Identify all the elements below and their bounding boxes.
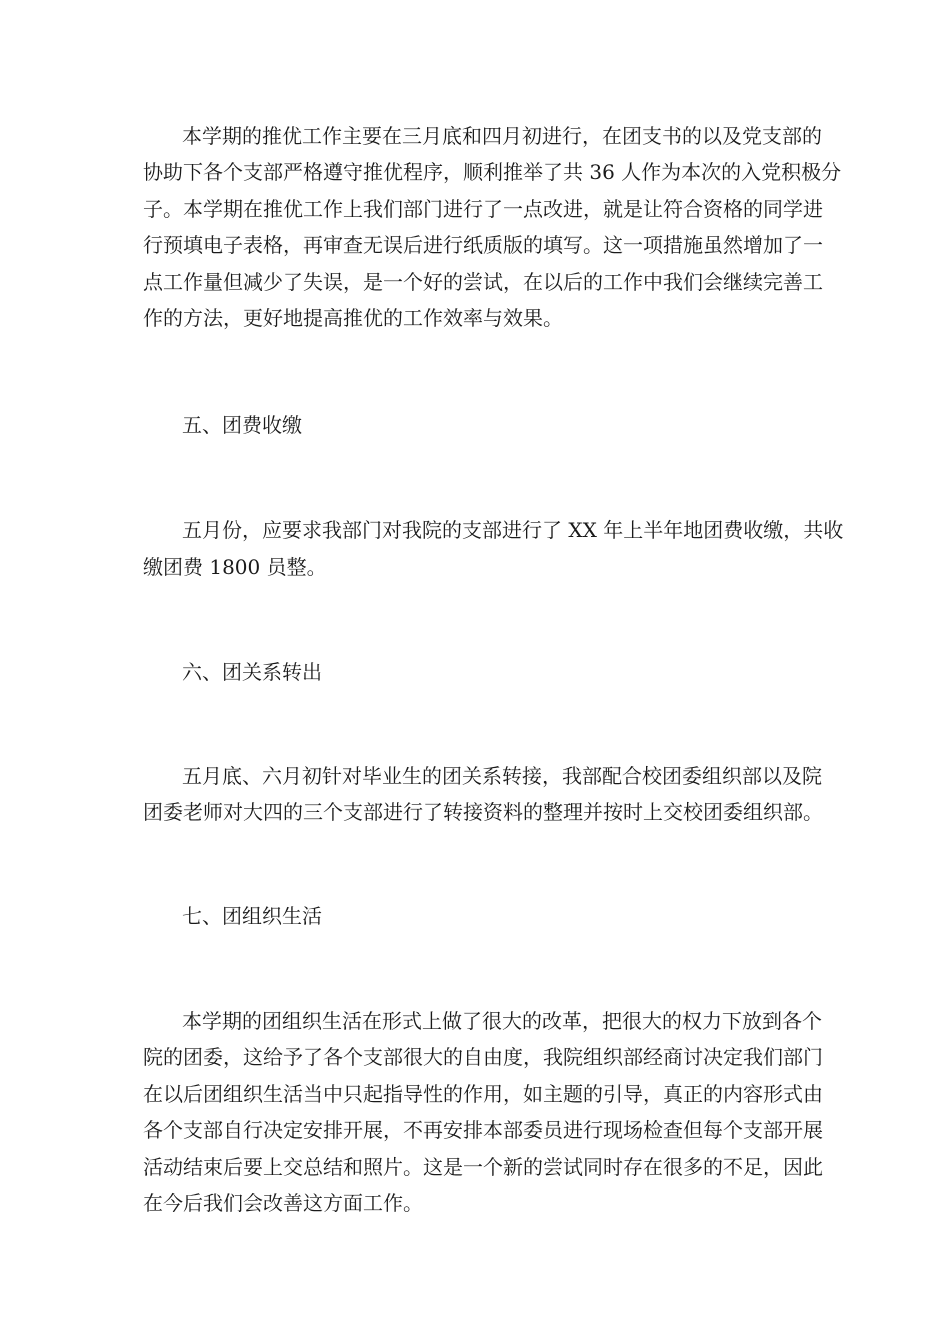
paragraph-line: 本学期的推优工作主要在三月底和四月初进行，在团支书的以及党支部的 <box>182 124 822 148</box>
section-heading: 五、团费收缴 <box>182 413 302 437</box>
paragraph-line: 本学期的团组织生活在形式上做了很大的改革，把很大的权力下放到各个 <box>182 1009 822 1033</box>
paragraph-line: 活动结束后要上交总结和照片。这是一个新的尝试同时存在很多的不足，因此 <box>143 1155 823 1179</box>
paragraph-line: 五月底、六月初针对毕业生的团关系转接，我部配合校团委组织部以及院 <box>182 764 822 788</box>
paragraph-line: 子。本学期在推优工作上我们部门进行了一点改进，就是让符合资格的同学进 <box>143 197 823 221</box>
paragraph-line: 院的团委，这给予了各个支部很大的自由度，我院组织部经商讨决定我们部门 <box>143 1045 823 1069</box>
paragraph-line: 协助下各个支部严格遵守推优程序，顺利推举了共 36 人作为本次的入党积极分 <box>143 160 842 184</box>
paragraph-line: 行预填电子表格，再审查无误后进行纸质版的填写。这一项措施虽然增加了一 <box>143 233 823 257</box>
paragraph-line: 在今后我们会改善这方面工作。 <box>143 1191 423 1215</box>
section-heading: 七、团组织生活 <box>182 904 322 928</box>
paragraph-line: 在以后团组织生活当中只起指导性的作用，如主题的引导，真正的内容形式由 <box>143 1082 823 1106</box>
paragraph-line: 五月份，应要求我部门对我院的支部进行了 XX 年上半年地团费收缴，共收 <box>182 518 844 542</box>
paragraph-line: 团委老师对大四的三个支部进行了转接资料的整理并按时上交校团委组织部。 <box>143 800 823 824</box>
paragraph-line: 作的方法，更好地提高推优的工作效率与效果。 <box>143 306 563 330</box>
paragraph-line: 各个支部自行决定安排开展，不再安排本部委员进行现场检查但每个支部开展 <box>143 1118 823 1142</box>
paragraph-line: 点工作量但减少了失误，是一个好的尝试，在以后的工作中我们会继续完善工 <box>143 270 823 294</box>
paragraph-line: 缴团费 1800 员整。 <box>143 555 327 579</box>
section-heading: 六、团关系转出 <box>182 660 322 684</box>
